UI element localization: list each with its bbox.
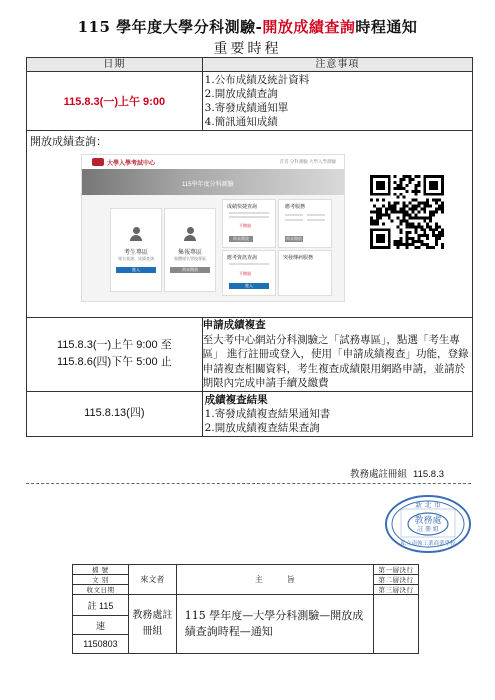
row1-date: 115.8.3(一)上午 9:00: [27, 72, 203, 131]
dashed-divider: [26, 483, 471, 484]
svg-text:新 北 市: 新 北 市: [415, 501, 441, 509]
form-subject-label: 主 旨: [176, 565, 373, 595]
card5-title: 應考資訊查詢: [227, 255, 258, 261]
card2-button: 尚未開放: [170, 267, 210, 273]
card1-sub: 報名查詢、成績查詢: [118, 256, 154, 261]
form-code-2: 速: [73, 616, 129, 635]
table-row: [27, 72, 473, 131]
site-nav: 首頁 分科測驗 大學入學測驗: [279, 159, 336, 164]
qr-code: [370, 175, 444, 249]
card1-label: 考生專區: [123, 250, 148, 256]
footer-signature: [350, 466, 444, 480]
card1-button: 進入: [116, 267, 156, 273]
card3-title: 成績快捷查詢: [227, 204, 258, 210]
card2-label: 集報專區: [177, 250, 202, 256]
row2-notes: [202, 318, 472, 392]
site-topbar: [82, 155, 344, 169]
card5-button: 進入: [229, 283, 269, 289]
card-exam-info: [222, 250, 276, 296]
document-subtitle: 重要時程: [213, 41, 282, 57]
form-label-file-no: 檔 號: [73, 565, 129, 575]
svg-text:註 冊 組: 註 冊 組: [417, 526, 439, 533]
form-code-1: 註 115: [73, 595, 129, 616]
image-row-label: 開放成績查詢：: [30, 135, 107, 148]
form-row: [73, 595, 419, 616]
person-icon: [130, 227, 142, 241]
table-row: [27, 318, 473, 392]
site-banner: [82, 169, 344, 195]
footer-org: 教務處註冊組: [350, 469, 408, 480]
row2-date: [27, 318, 203, 392]
site-logo-icon: [92, 158, 104, 166]
row3-date: 115.8.13(四): [27, 391, 203, 436]
official-seal: [383, 493, 473, 555]
site-logo-text: 大學入學考試中心: [107, 161, 156, 167]
header-notes: 注意事項: [202, 58, 472, 72]
footer-date: 115.8.3: [413, 469, 445, 480]
card3-red: 不開放: [239, 223, 251, 228]
title-prefix: 115 學年度大學分科測驗-: [77, 18, 263, 36]
row3-notes: [202, 391, 472, 436]
schedule-table: [26, 57, 473, 437]
form-level-3: 第三層決行: [374, 585, 419, 595]
row1-note: 2.開放成績查詢: [204, 88, 278, 100]
row2-date-line1: 115.8.3(一)上午 9:00 至: [56, 339, 172, 352]
image-cell: [27, 131, 473, 318]
form-code-3: 1150803: [73, 635, 129, 654]
card5-red: 不開放: [239, 271, 251, 276]
row1-notes: [202, 72, 472, 131]
form-row: [73, 565, 419, 575]
row1-note: 4.簡訊通知成績: [204, 116, 278, 128]
row2-date-line2: 115.8.6(四)下午 5:00 止: [56, 356, 172, 369]
card4-title: 應考服務: [285, 204, 306, 210]
site-banner-text: 115學年度分科測驗: [182, 182, 234, 188]
card-student: [110, 208, 162, 292]
document-form: [72, 564, 419, 654]
table-row: [27, 391, 473, 436]
form-label-type: 文 別: [73, 575, 129, 585]
qr-code-graphic: [370, 175, 444, 249]
row3-heading: 成績複查結果: [204, 393, 268, 406]
card6-title: 突發傳病服務: [283, 255, 314, 261]
website-screenshot: [81, 154, 345, 302]
card4-button: 尚未開放: [286, 236, 302, 241]
svg-text:教務處: 教務處: [414, 516, 442, 526]
form-level-2: 第二層決行: [374, 575, 419, 585]
row1-note: 1.公布成績及統計資料: [204, 74, 310, 86]
table-row-image: [27, 131, 473, 318]
card-emergency: [278, 250, 332, 296]
form-level-1: 第一層決行: [374, 565, 419, 575]
table-header-row: [27, 58, 473, 72]
form-subject: 115 學年度—大學分科測驗—開放成績查詢時程—通知: [176, 595, 373, 654]
card2-sub: 集體報名學校專區: [174, 256, 206, 261]
card3-button: 尚未開放: [229, 236, 253, 242]
row1-note: 3.寄發成績通知單: [204, 102, 289, 114]
form-sender: 教務處註冊組: [128, 595, 176, 654]
card-quick-score: [222, 199, 276, 248]
row2-body: 至大考中心網站分科測驗之「試務專區」，點選「考生專區」 進行註冊或登入，使用「申請成績複查」功能，登錄申請複查相關資料，考生複查成績限用網路申請，並請於期限內完成申請手續及繳費: [202, 333, 469, 389]
card-exam-service: [278, 199, 332, 248]
svg-text:私立南強工業商業學校: 私立南強工業商業學校: [400, 541, 456, 547]
header-date: 日期: [27, 58, 203, 72]
row3-note: 1.寄發成績複查結果通知書: [204, 407, 331, 420]
form-label-date: 收文日期: [73, 585, 129, 595]
title-highlight: 開放成績查詢: [262, 18, 356, 36]
seal-graphic: [383, 493, 473, 555]
row2-heading: 申請成績複查: [202, 319, 266, 331]
group-icon: [184, 227, 196, 241]
document-title: [0, 16, 495, 37]
form-level-blank: [374, 595, 419, 654]
title-suffix: 時程通知: [355, 18, 418, 36]
form-sender-label: 來文者: [128, 565, 176, 595]
card-group: [164, 208, 216, 292]
row3-note: 2.開放成績複查結果查詢: [204, 421, 320, 434]
